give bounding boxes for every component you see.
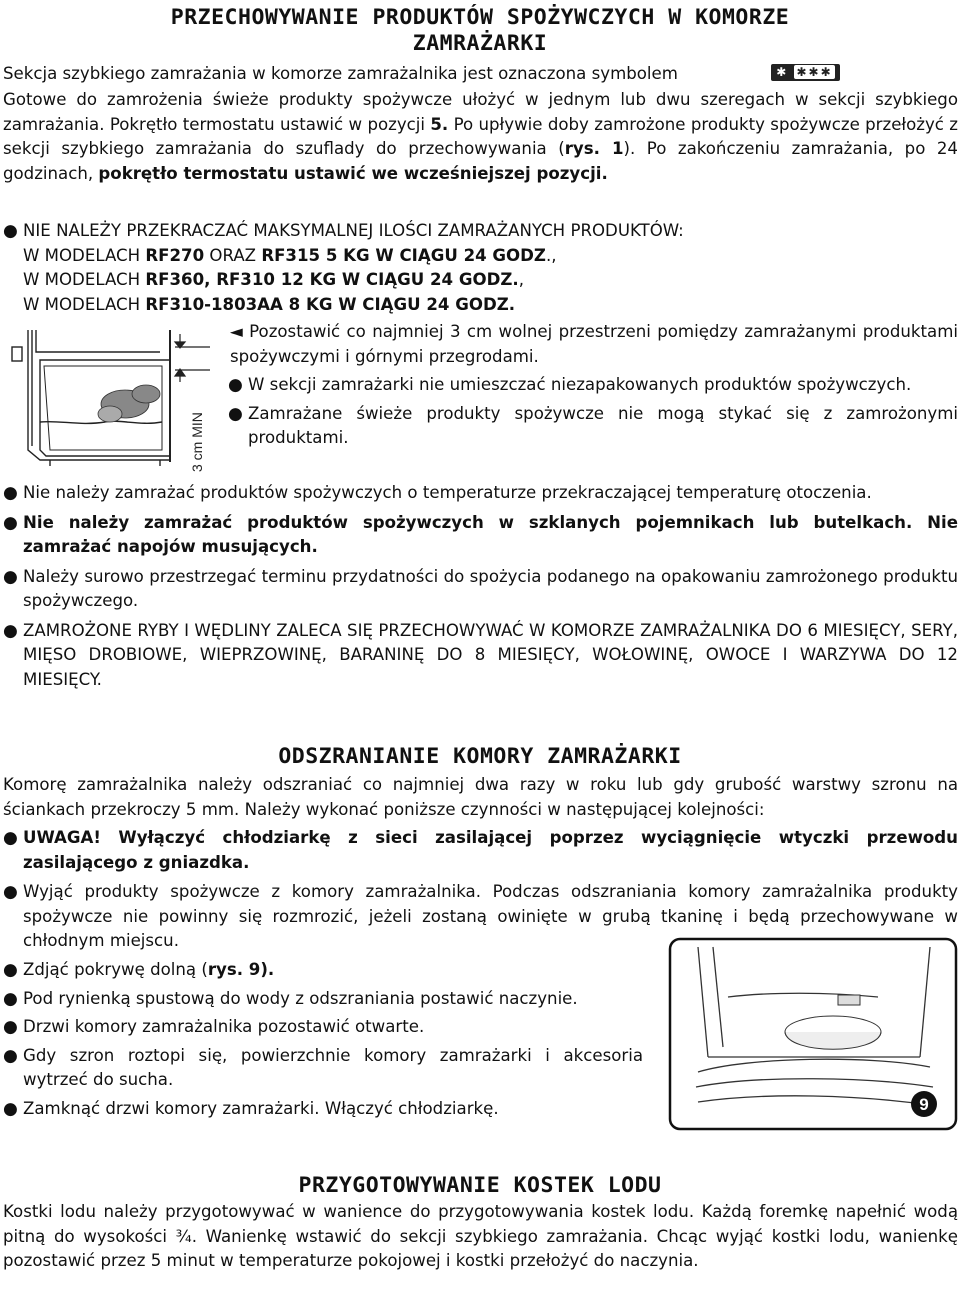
- list-item: ● NIE NALEŻY PRZEKRACZAĆ MAKSYMALNEJ ILOŚCI ZAMRAŻANYCH PRODUKTÓW: W MODELACH RF270 ORAZ RF315 5 KG W CIĄGU 24 GODZ., W MODELACH RF360, RF310 12 KG W CIĄGU 24 GODZ., W MODELACH RF310-1803AA 8 KG W CIĄGU 24 GODZ.: [3, 219, 958, 317]
- freeze-symbol-icon: ✱ ✱✱✱: [771, 64, 839, 81]
- figure-number: 9: [919, 1095, 929, 1114]
- freezing-instructions-paragraph: Gotowe do zamrożenia świeże produkty spożywcze ułożyć w jednym lub dwu szeregach w sekcji szybkiego zamrażania. Pokrętło termostatu ustawić w pozycji 5. Po upływie doby zamrożone produkty spożywcze przełożyć z sekcji szybkiego zamrażania do szuflady do przechowywania (rys. 1). Po zakończeniu zamrażania, po 24 godzinach, pokrętło termostatu ustawić we wcześniejszej pozycji.: [3, 90, 958, 183]
- bullet-icon: ●: [3, 620, 18, 641]
- intro-symbol-text: Sekcja szybkiego zamrażania w komorze zamrażalnika jest oznaczona symbolem: [3, 64, 678, 83]
- clearance-note: ◄ Pozostawić co najmniej 3 cm wolnej przestrzeni pomiędzy zamrażanymi produktami spożywczymi i górnymi przegrodami.: [230, 322, 958, 366]
- list-item: ● UWAGA! Wyłączyć chłodziarkę z sieci zasilającej poprzez wyciągnięcie wtyczki przewodu zasilającego z gniazdka.: [3, 826, 958, 875]
- model-line-1: W MODELACH RF270 ORAZ RF315 5 KG W CIĄGU 24 GODZ.,: [23, 245, 557, 265]
- defrost-bowl-illustration: [668, 937, 958, 1131]
- bullet-icon: ●: [3, 1098, 18, 1119]
- list-item: ● Nie należy zamrażać produktów spożywczych w szklanych pojemnikach lub butelkach. Nie zamrażać napojów musujących.: [3, 511, 958, 560]
- list-item: ● Należy surowo przestrzegać terminu przydatności do spożycia podanego na opakowaniu zamrożonego produktu spożywczego.: [3, 565, 958, 614]
- bullet-icon: ●: [228, 403, 243, 424]
- title-line-1: PRZECHOWYWANIE PRODUKTÓW SPOŻYWCZYCH W KOMORZE: [170, 5, 790, 30]
- list-item: ● Gdy szron roztopi się, powierzchnie komory zamrażarki i akcesoria wytrzeć do sucha.: [3, 1044, 643, 1093]
- title-line-2: ZAMRAŻARKI: [412, 31, 548, 56]
- model-line-3: W MODELACH RF310-1803AA 8 KG W CIĄGU 24 GODZ.: [23, 294, 516, 314]
- bullet-icon: ●: [3, 1017, 18, 1037]
- bullet-icon: ●: [3, 1045, 18, 1066]
- model-line-2: W MODELACH RF360, RF310 12 KG W CIĄGU 24 GODZ.,: [23, 270, 524, 289]
- list-item: ● Zamknąć drzwi komory zamrażarki. Włączyć chłodziarkę.: [3, 1097, 643, 1122]
- list-item: ● Pod rynienką spustową do wody z odszraniania postawić naczynie.: [3, 987, 643, 1012]
- bullet-icon: ●: [3, 221, 18, 241]
- freezer-drawer-illustration: [10, 322, 215, 472]
- bullet-icon: ●: [3, 483, 18, 503]
- section-title-ice: PRZYGOTOWYWANIE KOSTEK LODU: [298, 1173, 662, 1198]
- bullet-icon: ●: [3, 512, 18, 533]
- defrost-warning: [3, 826, 958, 875]
- list-item: ● ZAMROŻONE RYBY I WĘDLINY ZALECA SIĘ PRZECHOWYWAĆ W KOMORZE ZAMRAŻALNIKA DO 6 MIESIĘCY, SERY, MIĘSO DROBIOWE, WIEPRZOWINĘ, BARANINĘ DO 8 MIESIĘCY, WOŁOWINĘ, OWOCE I WARZYWA DO 12 MIESIĘCY.: [3, 619, 958, 693]
- ice-paragraph: Kostki lodu należy przygotowywać w wanience do przygotowywania kostek lodu. Każdą foremkę napełnić wodą pitną do wysokości ¾. Wanienkę wstawić do sekcji szybkiego zamrażania. Chcąc wyjąć kostki lodu, wanienkę pozostawić przez 5 minut w temperaturze pokojowej i kostki przełożyć do naczynia.: [3, 1202, 958, 1270]
- defrost-steps-list: [3, 958, 643, 1121]
- bullet-icon: ●: [3, 566, 18, 587]
- bullet-icon: ●: [3, 988, 18, 1009]
- bullet-icon: ●: [3, 882, 18, 902]
- list-item: ● Nie należy zamrażać produktów spożywczych o temperaturze przekraczającej temperaturę otoczenia.: [3, 481, 958, 506]
- max-quantity-block: [3, 219, 958, 317]
- list-item: ● Wyjąć produkty spożywcze z komory zamrażalnika. Podczas odszraniania komory zamrażalnika produkty spożywcze nie powinny się rozmrozić, jeżeli zostaną owinięte w grubą tkaninę i będą przechowywane w chłodnym miejscu.: [3, 880, 958, 954]
- section-title-defrost: ODSZRANIANIE KOMORY ZAMRAŻARKI: [278, 744, 682, 769]
- storage-bullet-list: [3, 481, 958, 692]
- list-item: ● Zdjąć pokrywę dolną (rys. 9).: [3, 958, 643, 983]
- bullet-icon: ●: [228, 375, 243, 395]
- list-item: ● Zamrażane świeże produkty spożywcze nie mogą stykać się z zamrożonymi produktami.: [228, 402, 958, 451]
- bullet-icon: ●: [3, 960, 18, 980]
- clearance-label: 3 cm MIN: [189, 412, 205, 472]
- defrost-intro: Komorę zamrażalnika należy odszraniać co najmniej dwa razy w roku lub gdy grubość warstwy szronu na ściankach przekroczy 5 mm. Należy wykonać poniższe czynności w następującej kolejności:: [3, 775, 958, 819]
- bullet-icon: ●: [3, 828, 18, 848]
- list-item: ● W sekcji zamrażarki nie umieszczać niezapakowanych produktów spożywczych.: [228, 373, 958, 398]
- list-item: ● Drzwi komory zamrażalnika pozostawić otwarte.: [3, 1015, 643, 1040]
- intro-symbol-line: [3, 62, 958, 87]
- section-title-freezer-storage: [0, 5, 960, 57]
- mid-bullet-list: [228, 373, 958, 451]
